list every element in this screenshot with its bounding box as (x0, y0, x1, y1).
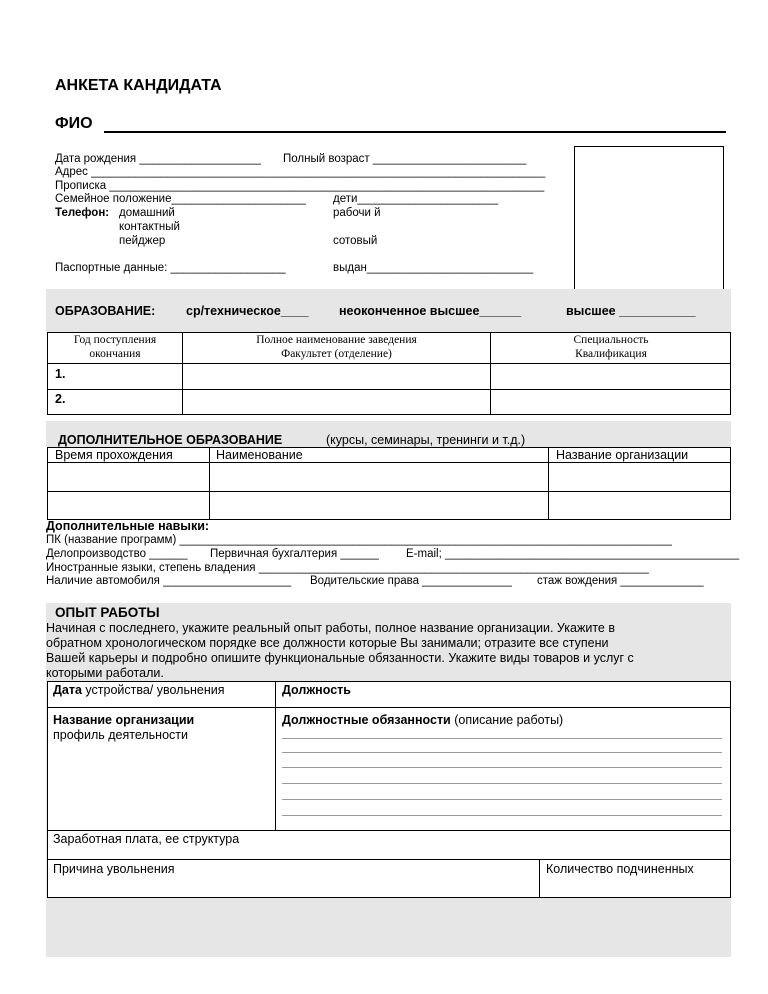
additional-education-label: ДОПОЛНИТЕЛЬНОЕ ОБРАЗОВАНИЕ (58, 433, 283, 447)
education-option-incomplete-higher[interactable]: неоконченное высшее______ (339, 304, 522, 318)
edu-col-specialty-2: Квалификация (575, 348, 647, 360)
education-label: ОБРАЗОВАНИЕ: (55, 304, 156, 318)
additional-education-note: (курсы, семинары, тренинги и т.д.) (326, 433, 526, 447)
work-salary-label: Заработная плата, ее структура (53, 832, 240, 846)
passport-issued-field[interactable]: выдан__________________________ (333, 262, 534, 274)
full-age-field[interactable]: Полный возраст ________________________ (283, 153, 527, 165)
duties-line[interactable] (282, 783, 722, 784)
edu-col-institution-1: Полное наименование заведения (256, 334, 417, 346)
duties-line[interactable] (282, 752, 722, 753)
photo-box (574, 146, 724, 291)
edu-row-number: 1. (55, 367, 66, 381)
duties-line[interactable] (282, 767, 722, 768)
phone-label: Телефон: (55, 207, 110, 219)
edu-col-year-2: окончания (89, 348, 141, 360)
addedu-col-name: Наименование (216, 448, 303, 462)
work-position-label: Должность (282, 683, 351, 697)
skills-label: Дополнительные навыки: (46, 519, 210, 533)
office-work-field[interactable]: Делопроизводство ______ (46, 548, 188, 560)
work-instructions-line: обратном хронологическом порядке все должности которые Вы занимали; отразите все ступени (46, 636, 609, 650)
driving-license-field[interactable]: Водительские права ______________ (310, 575, 512, 587)
work-instructions-line: которыми работали. (46, 666, 164, 680)
education-option-higher[interactable]: высшее ___________ (566, 304, 696, 318)
edu-col-year-1: Год поступления (73, 334, 157, 346)
education-option-technical[interactable]: ср/техническое____ (186, 304, 309, 318)
work-dates-label: Дата устройства/ увольнения (53, 683, 225, 697)
duties-line[interactable] (282, 815, 722, 816)
languages-field[interactable]: Иностранные языки, степень владения _____________________________________________________________ (46, 562, 649, 574)
children-field[interactable]: дети______________________ (333, 193, 499, 205)
phone-work-field[interactable]: рабочи й (333, 207, 381, 219)
driving-experience-field[interactable]: стаж вождения _____________ (537, 575, 704, 587)
birth-date-field[interactable]: Дата рождения ___________________ (55, 153, 261, 165)
work-instructions-line: Вашей карьеры и подробно опишите функциональные обязанности. Укажите виды товаров и услуг с (46, 651, 634, 665)
address-field[interactable]: Адрес _______________________________________________________________________ (55, 166, 546, 178)
work-org-name-label: Название организации (53, 713, 195, 727)
work-experience-label: ОПЫТ РАБОТЫ (55, 605, 160, 620)
phone-mobile-field[interactable]: сотовый (333, 235, 378, 247)
addedu-col-organization: Название организации (556, 448, 689, 462)
work-subordinates-label: Количество подчиненных (546, 862, 694, 876)
phone-pager-field[interactable]: пейджер (119, 235, 166, 247)
marital-status-field[interactable]: Семейное положение_____________________ (55, 193, 306, 205)
work-instructions-line: Начиная с последнего, укажите реальный опыт работы, полное название организации. Укажите в (46, 621, 615, 635)
edu-col-institution-2: Факультет (отделение) (281, 348, 392, 360)
accounting-field[interactable]: Первичная бухгалтерия ______ (210, 548, 379, 560)
edu-row-number: 2. (55, 392, 66, 406)
email-field[interactable]: E-mail; ______________________________________________ (406, 548, 740, 560)
addedu-col-time: Время прохождения (55, 448, 173, 462)
passport-field[interactable]: Паспортные данные: __________________ (55, 262, 286, 274)
duties-line[interactable] (282, 799, 722, 800)
fio-field[interactable] (104, 131, 726, 133)
registration-field[interactable]: Прописка ____________________________________________________________________ (55, 180, 545, 192)
edu-col-specialty-1: Специальность (573, 334, 649, 346)
phone-home-field[interactable]: домашний (119, 207, 175, 219)
work-org-profile-label: профиль деятельности (53, 728, 188, 742)
page-title: АНКЕТА КАНДИДАТА (55, 77, 222, 94)
work-duties-label: Должностные обязанности (описание работы) (282, 713, 564, 727)
duties-line[interactable] (282, 738, 722, 739)
pc-skills-field[interactable]: ПК (название программ) _____________________________________________________________________________ (46, 534, 672, 546)
fio-label: ФИО (55, 115, 93, 132)
phone-contact-field[interactable]: контактный (119, 221, 180, 233)
work-leave-reason-label: Причина увольнения (53, 862, 175, 876)
car-field[interactable]: Наличие автомобиля ____________________ (46, 575, 291, 587)
